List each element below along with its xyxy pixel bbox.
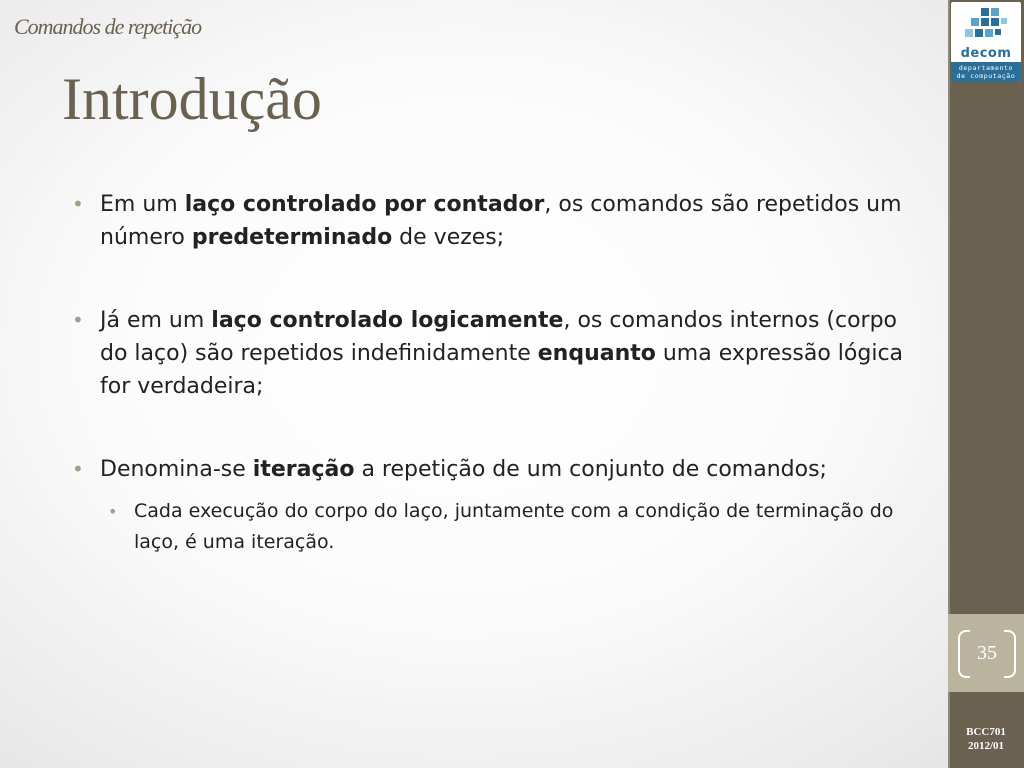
decom-logo-icon [951, 2, 1021, 46]
logo-subtitle-line1: departamento [958, 64, 1014, 72]
bullet-item [72, 188, 922, 254]
bullet-text: Já em um [100, 308, 212, 333]
page-number: 35 [977, 642, 997, 664]
bullet-dot-icon: • [72, 192, 84, 216]
bullet-dot-icon: • [108, 502, 118, 521]
bullet-bold-text: laço controlado logicamente [211, 308, 564, 333]
slide-subtitle: Comandos de repetição [14, 14, 202, 39]
bullet-bold-text: enquanto [537, 341, 656, 366]
bullet-bold-text: predeterminado [191, 225, 393, 250]
footer-info [950, 725, 1022, 753]
decom-logo [951, 2, 1021, 82]
bullet-bold-text: iteração [252, 457, 355, 482]
bullet-text: , os comandos internos (corpo do laço) são repetidos indefinidamente [100, 308, 898, 366]
sub-bullet-item [104, 496, 922, 558]
bullet-bold-text: laço controlado por contador [184, 192, 545, 217]
page-number-frame [958, 630, 1016, 676]
bullet-text: a repetição de um conjunto de comandos; [354, 457, 827, 482]
bullet-text: uma expressão lógica for verdadeira; [100, 341, 904, 399]
bullet-dot-icon: • [72, 457, 84, 481]
bullet-item [72, 453, 922, 486]
sub-bullet-text: Cada execução do corpo do laço, juntamente com a condição de terminação do laço, é uma iteração. [134, 500, 894, 553]
logo-subtitle-line2: de computação [956, 72, 1016, 80]
bullet-item [72, 304, 922, 403]
bullet-text: de vezes; [392, 225, 505, 250]
slide-content [72, 188, 922, 558]
course-code: BCC701 [966, 726, 1006, 738]
bullet-dot-icon: • [72, 308, 84, 332]
bullet-text: Denomina-se [100, 457, 253, 482]
bullet-text: , os comandos são repetidos um número [100, 192, 902, 250]
logo-subtitle [951, 62, 1021, 82]
slide-title: Introdução [62, 66, 322, 132]
bullet-text: Em um [100, 192, 185, 217]
course-term: 2012/01 [967, 740, 1005, 752]
logo-wordmark: decom [960, 46, 1012, 61]
